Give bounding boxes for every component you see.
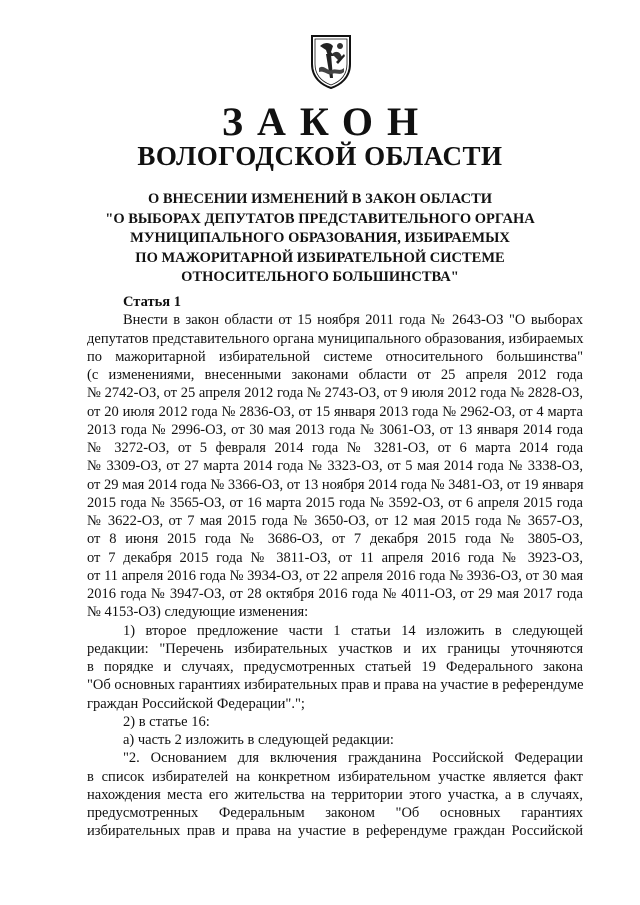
text-line: в список избирателей на конкретном избирательном участке является факт xyxy=(87,768,583,785)
text-line: № 3309-ОЗ, от 27 марта 2014 года № 3323-ОЗ, от 5 мая 2014 года № 3338-ОЗ, xyxy=(87,458,583,475)
text-line: от 20 июля 2012 года № 2836-ОЗ, от 15 января 2013 года № 2962-ОЗ, от 4 марта xyxy=(87,403,583,420)
text-line: нахождения места его жительства на территории этого участка, а в случаях, xyxy=(87,786,583,803)
text-line: "Об основных гарантиях избирательных прав и права на участие в референдуме xyxy=(87,677,584,694)
text-line: граждан Российской Федерации"."; xyxy=(87,695,305,712)
text-line: а) часть 2 изложить в следующей редакции: xyxy=(123,732,394,748)
text-line: по мажоритарной избирательной системе относительного большинства" xyxy=(87,348,583,365)
text-line: редакции: "Перечень избирательных участков и их границы уточняются xyxy=(87,640,583,657)
text-line: № 2742-ОЗ, от 25 апреля 2012 года № 2743-ОЗ, от 9 июля 2012 года № 2828-ОЗ, xyxy=(87,385,583,402)
document-title: ЗАКОН xyxy=(221,99,433,144)
document-body xyxy=(87,293,583,841)
text-line: от 29 мая 2014 года № 3366-ОЗ, от 13 ноября 2014 года № 3481-ОЗ, от 19 января xyxy=(87,476,584,493)
text-line: № 3622-ОЗ, от 7 мая 2015 года № 3650-ОЗ, от 12 мая 2015 года № 3657-ОЗ, xyxy=(87,513,583,529)
text-line: "2. Основанием для включения гражданина Российской Федерации xyxy=(123,750,583,767)
text-line: предусмотренных Федеральным законом "Об основных гарантиях xyxy=(87,805,583,821)
text-line: в порядке и случаях, предусмотренных статьей 19 Федерального закона xyxy=(87,659,583,675)
text-line: № 4153-ОЗ) следующие изменения: xyxy=(87,604,309,621)
text-line: 2) в статье 16: xyxy=(123,713,210,730)
text-line: избирательных прав и права на участие в референдуме граждан Российской xyxy=(87,823,583,840)
text-line: Внести в закон области от 15 ноября 2011 года № 2643-ОЗ "О выборах xyxy=(123,312,583,329)
text-line: (с изменениями, внесенными законами области от 25 апреля 2012 года xyxy=(87,367,583,383)
subtitle-line: "О ВЫБОРАХ ДЕПУТАТОВ ПРЕДСТАВИТЕЛЬНОГО ОРГАНА xyxy=(105,210,535,227)
text-line: от 11 апреля 2016 года № 3934-ОЗ, от 22 апреля 2016 года № 3936-ОЗ, от 30 мая xyxy=(87,567,583,584)
document-region: ВОЛОГОДСКОЙ ОБЛАСТИ xyxy=(137,141,503,171)
text-line: от 8 июня 2015 года № 3686-ОЗ, от 7 декабря 2015 года № 3805-ОЗ, xyxy=(87,531,583,548)
text-line: 2015 года № 3565-ОЗ, от 16 марта 2015 года № 3592-ОЗ, от 6 апреля 2015 года xyxy=(87,494,583,511)
document-subtitle xyxy=(60,190,580,288)
text-line: от 7 декабря 2015 года № 3811-ОЗ, от 11 апреля 2016 года № 3923-ОЗ, xyxy=(87,549,583,566)
subtitle-line: ОТНОСИТЕЛЬНОГО БОЛЬШИНСТВА" xyxy=(181,269,459,285)
subtitle-line: ПО МАЖОРИТАРНОЙ ИЗБИРАТЕЛЬНОЙ СИСТЕМЕ xyxy=(135,249,505,266)
text-line: депутатов представительного органа муниципального образования, избираемых xyxy=(87,330,584,347)
text-line: 2013 года № 2996-ОЗ, от 30 мая 2013 года № 3061-ОЗ, от 13 января 2014 года xyxy=(87,421,583,438)
text-line: 1) второе предложение части 1 статьи 14 изложить в следующей xyxy=(123,622,583,639)
subtitle-line: О ВНЕСЕНИИ ИЗМЕНЕНИЙ В ЗАКОН ОБЛАСТИ xyxy=(147,191,493,207)
subtitle-line: МУНИЦИПАЛЬНОГО ОБРАЗОВАНИЯ, ИЗБИРАЕМЫХ xyxy=(130,230,510,246)
text-line: 2016 года № 3947-ОЗ, от 28 октября 2016 года № 4011-ОЗ, от 29 мая 2017 года xyxy=(87,586,583,602)
coat-of-arms-icon xyxy=(306,32,356,90)
text-line: № 3272-ОЗ, от 5 февраля 2014 года № 3281-ОЗ, от 6 марта 2014 года xyxy=(87,440,583,456)
article-text xyxy=(87,311,583,840)
article-heading: Статья 1 xyxy=(123,294,181,310)
